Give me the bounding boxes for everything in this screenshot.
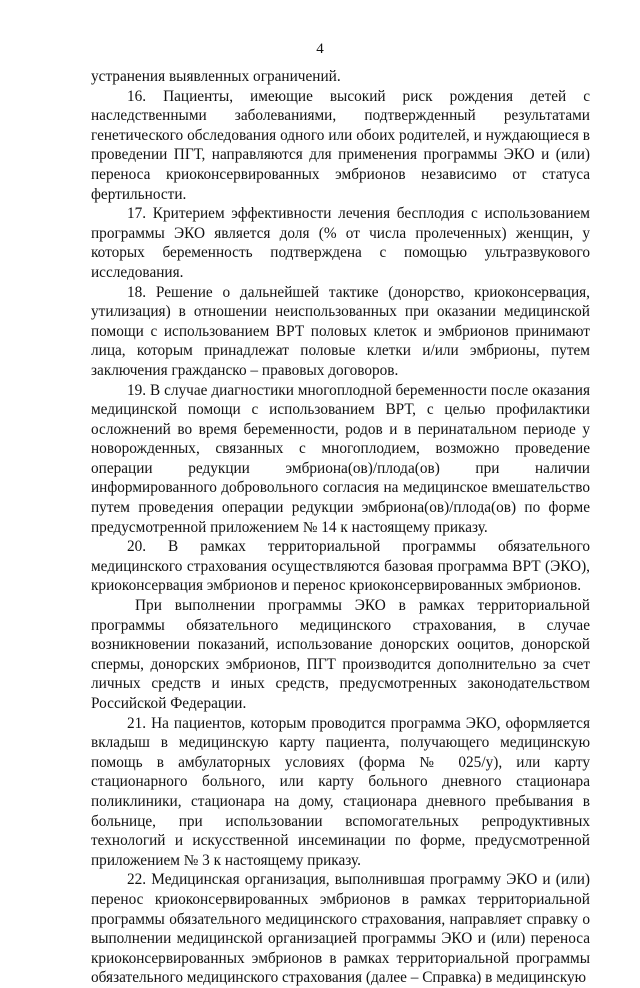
paragraph-item-16: 16. Пациенты, имеющие высокий риск рождения детей с наследственными заболеваниями, подтвержденный результатами генетического обследования одного или обоих родителей, и нуждающиеся в проведении ПГТ, направляются для применения программы ЭКО и (или) переноса криоконсервированных эмбрионов независимо от статуса фертильности.: [91, 87, 590, 203]
paragraph-item-20: 20. В рамках территориальной программы обязательного медицинского страхования осуществляются базовая программа ВРТ (ЭКО), криоконсервация эмбрионов и перенос криоконсервированных эмбрионов.: [91, 538, 590, 595]
paragraph-item-20-continuation: При выполнении программы ЭКО в рамках территориальной программы обязательного медицинского страхования, в случае возникновении показаний, использование донорских ооцитов, донорской спермы, донорских эмбрионов, ПГТ производится дополнительно за счет личных средств и иных средств, предусмотренных законодательством Российской Федерации.: [91, 597, 590, 712]
paragraph-item-21: 21. На пациентов, которым проводится программа ЭКО, оформляется вкладыш в медицинскую карту пациента, получающего медицинскую помощь в амбулаторных условиях (форма № 025/у), или карту стационарного больного, или карту больного дневного стационара поликлиники, стационара на дому, стационара дневного пребывания в больнице, при использовании вспомогательных репродуктивных технологий и искусственной инсеминации по форме, предусмотренной приложением № 3 к настоящему приказу.: [91, 714, 590, 869]
paragraph-item-19: 19. В случае диагностики многоплодной беременности после оказания медицинской помощи с использованием ВРТ, с целью профилактики осложнений во время беременности, родов и в перинатальном периоде у новорожденных, связанных с многоплодием, возможно проведение операции редукции эмбриона(ов)/плода(ов) при наличии информированного добровольного согласия на медицинское вмешательство путем проведения операции редукции эмбриона(ов)/плода(ов) по форме предусмотренной приложением № 14 к настоящему приказу.: [91, 381, 590, 536]
paragraph-item-17: 17. Критерием эффективности лечения бесплодия с использованием программы ЭКО является доля (% от числа пролеченных) женщин, у которых беременность подтверждена с помощью ультразвукового исследования.: [91, 205, 590, 281]
paragraph-item-18: 18. Решение о дальнейшей тактике (донорство, криоконсервация, утилизация) в отношении неиспользованных при оказании медицинской помощи с использованием ВРТ половых клеток и эмбрионов принимают лица, которым принадлежат половые клетки и/или эмбрионы, путем заключения гражданско – правовых договоров.: [91, 283, 590, 379]
document-body: [91, 67, 590, 988]
paragraph-item-22: 22. Медицинская организация, выполнившая программу ЭКО и (или) перенос криоконсервированных эмбрионов в рамках территориальной программы обязательного медицинского страхования, направляет справку о выполнении медицинской организацией программы ЭКО и (или) переноса криоконсервированных эмбрионов в рамках территориальной программы обязательного медицинского страхования (далее – Справка) в медицинскую: [91, 871, 590, 987]
page-number: 4: [316, 41, 324, 57]
paragraph-continuation: устранения выявленных ограничений.: [91, 68, 341, 85]
